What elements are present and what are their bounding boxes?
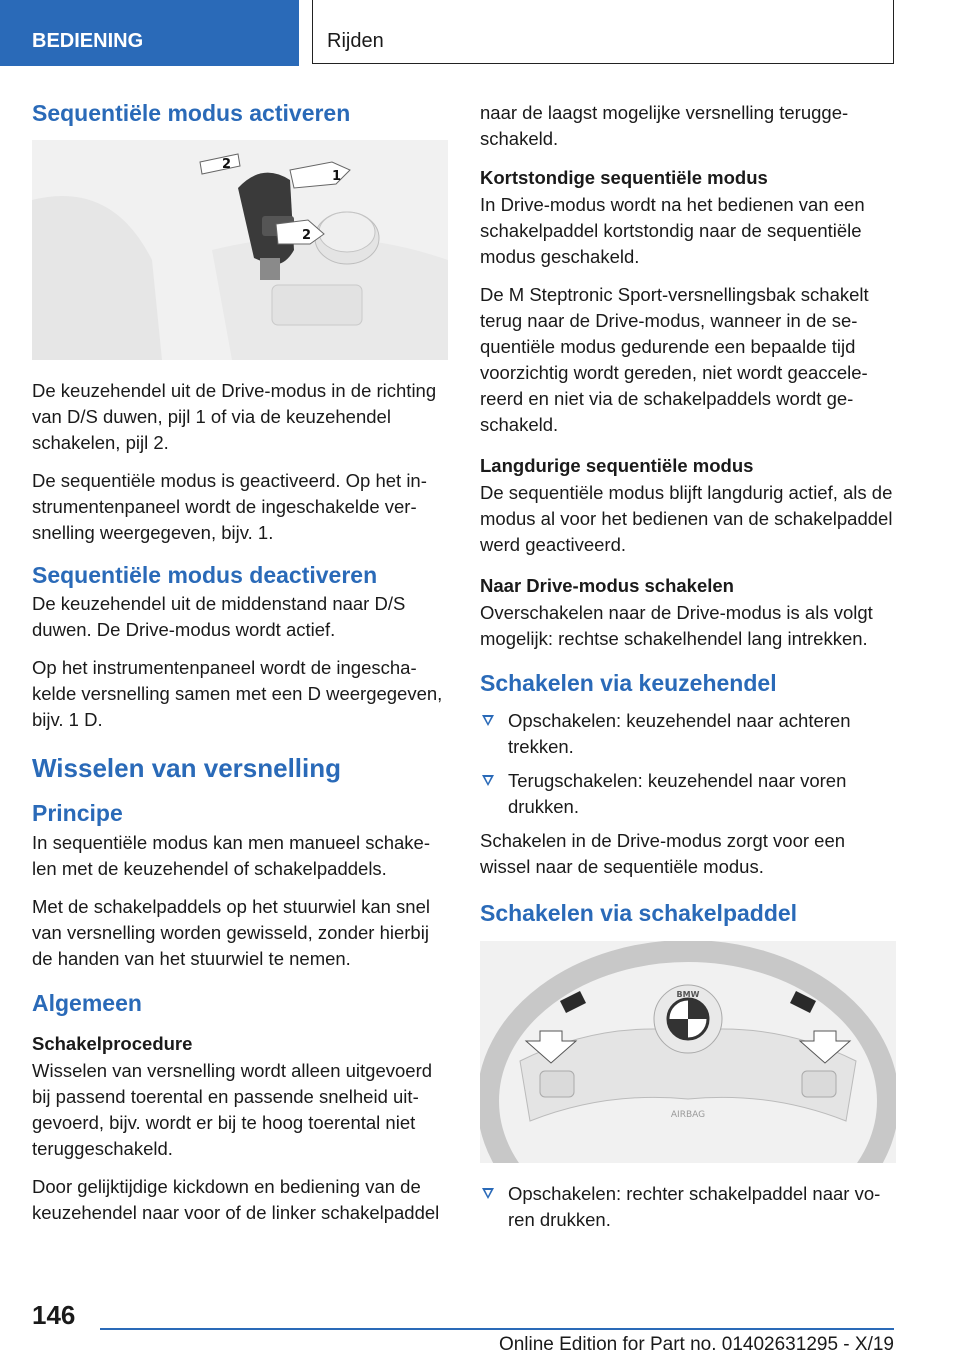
heading-procedure: Schakelprocedure bbox=[32, 1032, 193, 1054]
paragraph: De keuzehendel uit de Drive-modus in de richting van D/S duwen, pijl 1 of via de keuzehendel schakelen, pijl 2. bbox=[32, 379, 437, 453]
heading-principle: Principe bbox=[32, 800, 123, 827]
list-item: Terugschakelen: keuzehendel naar voren drukken. bbox=[480, 768, 896, 820]
triangle-bullet-icon bbox=[482, 1188, 494, 1199]
wheel-logo-label: BMW bbox=[676, 990, 700, 1000]
footer-edition-text: Online Edition for Part no. 01402631295 - X/19 bbox=[498, 1334, 894, 1355]
triangle-bullet-icon bbox=[482, 775, 494, 786]
header-section-tab: BEDIENING bbox=[0, 0, 299, 66]
arrow-label-2-bottom: 2 bbox=[302, 227, 312, 243]
header-chapter-title: Rijden bbox=[312, 0, 894, 64]
heading-selector: Schakelen via keuzehendel bbox=[480, 670, 777, 697]
arrow-label-2-top: 2 bbox=[222, 156, 232, 172]
paragraph: De sequentiële modus blijft langdurig actief, als de modus al voor het bedienen van de schakelpaddel werd geactiveerd. bbox=[480, 482, 893, 556]
list-item: Opschakelen: keuzehendel naar achteren trekken. bbox=[480, 708, 896, 760]
gear-selector-illustration bbox=[32, 140, 448, 360]
heading-paddle: Schakelen via schakelpaddel bbox=[480, 899, 798, 926]
left-column bbox=[32, 100, 448, 1238]
paragraph: Wisselen van versnelling wordt alleen uitgevoerd bij passend toerental en passende snelheid uitgevoerd, bijv. wordt er bij te hoog toerental niet teruggeschakeld. bbox=[32, 1059, 433, 1159]
footer-divider bbox=[100, 1328, 894, 1330]
heading-activate: Sequentiële modus activeren bbox=[32, 100, 351, 126]
heading-short-sequential: Kortstondige sequentiële modus bbox=[480, 167, 768, 188]
triangle-bullet-icon bbox=[482, 715, 494, 726]
airbag-label: AIRBAG bbox=[670, 1110, 706, 1121]
page-number: 146 bbox=[32, 1300, 76, 1330]
heading-long-sequential: Langdurige sequentiële modus bbox=[480, 455, 754, 477]
list-item: Opschakelen: rechter schakelpaddel naar voren drukken. bbox=[480, 1181, 896, 1233]
paragraph: De sequentiële modus is geactiveerd. Op het instrumentenpaneel wordt de ingeschakelde versnelling weergegeven, bijv. 1. bbox=[32, 469, 427, 543]
heading-drive-mode: Naar Drive-modus schakelen bbox=[480, 575, 734, 597]
paragraph: Door gelijktijdige kickdown en bediening van de keuzehendel naar voor of de linker schakelpaddel bbox=[32, 1175, 440, 1223]
paragraph: Schakelen in de Drive-modus zorgt voor een wissel naar de sequentiële modus. bbox=[480, 829, 846, 877]
heading-switch-gear: Wisselen van versnelling bbox=[32, 753, 342, 784]
paragraph: Op het instrumentenpaneel wordt de ingeschakelde versnelling samen met een D weergegeven, bijv. 1 D. bbox=[32, 657, 443, 731]
paragraph: naar de laagst mogelijke versnelling teruggeschakeld. bbox=[480, 102, 849, 149]
paragraph: Overschakelen naar de Drive-modus is als volgt mogelijk: rechtse schakelhendel lang intrekken. bbox=[480, 602, 873, 650]
heading-deactivate: Sequentiële modus deactiveren bbox=[32, 561, 378, 588]
paragraph: In Drive-modus wordt na het bedienen van een schakelpaddel kortstondig naar de sequentiële modus geschakeld. bbox=[480, 194, 865, 268]
paragraph: Met de schakelpaddels op het stuurwiel kan snel van versnelling worden gewisseld, zonder hierbij de handen van het stuurwiel te nemen. bbox=[32, 895, 430, 969]
paragraph: De keuzehendel uit de middenstand naar D/S duwen. De Drive-modus wordt actief. bbox=[32, 593, 406, 641]
heading-general: Algemeen bbox=[32, 989, 142, 1016]
paragraph: De M Steptronic Sport-versnellingsbak schakelt terug naar de Drive-modus, wanneer in de sequentiële modus gedurende een bepaalde tijd voorzichtig wordt gereden, niet wordt geaccelereerd en niet via de schakelpaddels wordt geschakeld. bbox=[480, 284, 869, 436]
steering-wheel-illustration bbox=[480, 941, 896, 1163]
paragraph: In sequentiële modus kan men manueel schakelen met de keuzehendel of schakelpaddels. bbox=[32, 831, 430, 879]
right-column bbox=[480, 100, 896, 1241]
arrow-label-1: 1 bbox=[332, 168, 342, 184]
